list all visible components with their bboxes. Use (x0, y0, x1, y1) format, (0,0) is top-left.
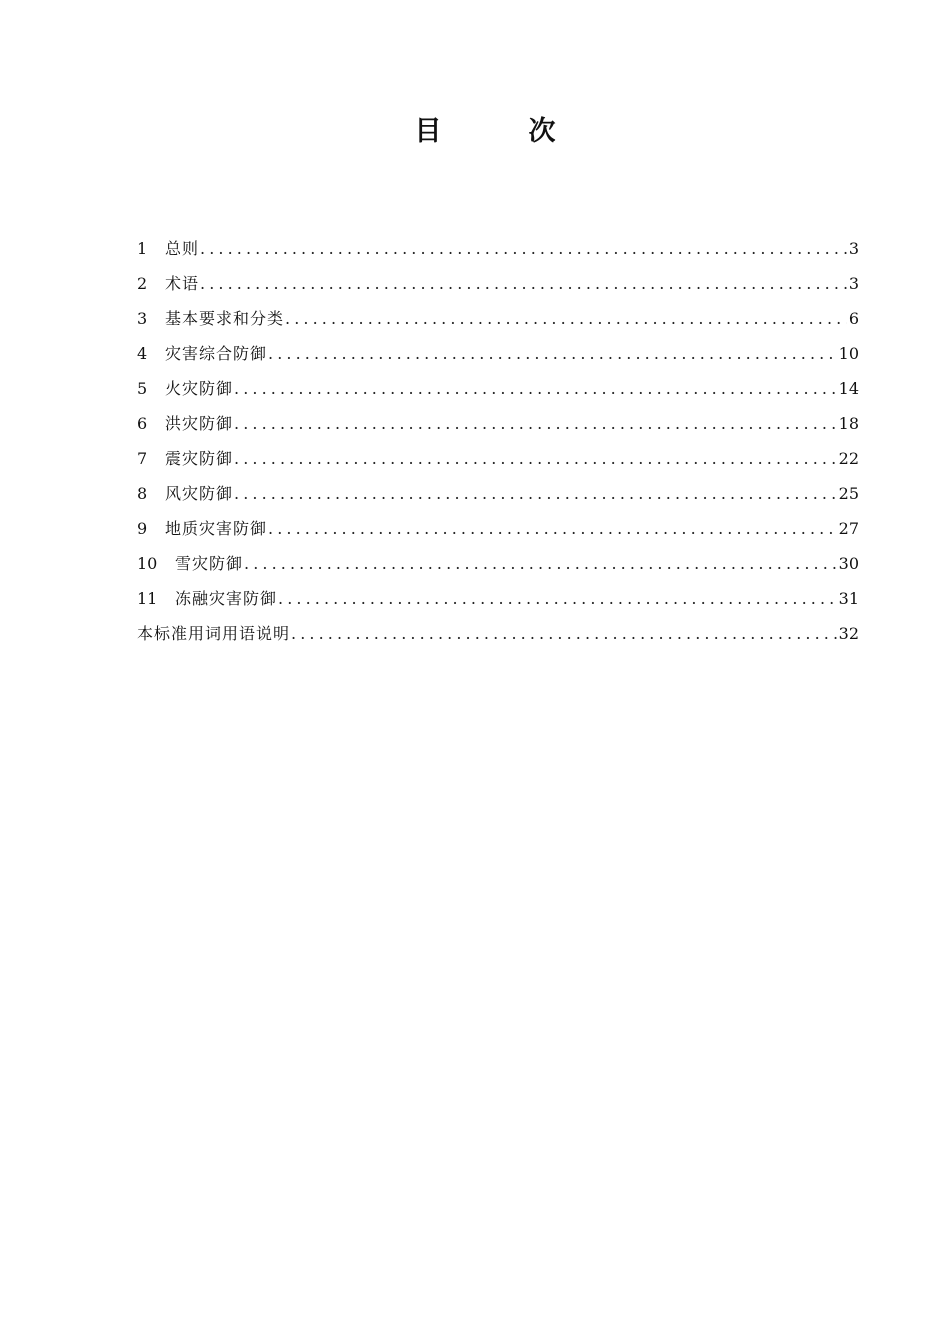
toc-entry-page: 22 (838, 449, 859, 468)
toc-entry[interactable] (137, 446, 859, 481)
toc-entry-page: 25 (838, 484, 859, 503)
toc-entry-page: 3 (848, 274, 859, 293)
toc-entry-number: 5 (137, 379, 148, 398)
toc-entry-number: 2 (137, 274, 148, 293)
table-of-contents (137, 236, 859, 656)
toc-dot-leader (200, 236, 847, 262)
toc-entry[interactable] (137, 516, 859, 551)
toc-dot-leader (234, 376, 837, 402)
toc-entry-number: 11 (137, 589, 158, 608)
toc-entry-page: 10 (838, 344, 859, 363)
toc-entry-title: 震灾防御 (165, 449, 234, 468)
toc-entry-number: 4 (137, 344, 148, 363)
toc-entry-page: 18 (838, 414, 859, 433)
page-title: 目 次 (414, 116, 586, 147)
toc-entry-page: 30 (838, 554, 859, 573)
toc-entry[interactable] (137, 236, 859, 271)
toc-entry-title: 术语 (165, 274, 200, 293)
toc-entry[interactable] (137, 481, 859, 516)
toc-entry[interactable] (137, 341, 859, 376)
toc-entry[interactable] (137, 586, 859, 621)
toc-entry[interactable] (137, 271, 859, 306)
toc-dot-leader (200, 271, 847, 297)
toc-entry-number: 6 (137, 414, 148, 433)
toc-dot-leader (291, 621, 837, 647)
toc-entry-number: 10 (137, 554, 158, 573)
toc-entry-page: 31 (838, 589, 859, 608)
toc-entry[interactable] (137, 621, 859, 656)
toc-entry[interactable] (137, 551, 859, 586)
toc-entry-number: 1 (137, 239, 148, 258)
toc-entry-title: 冻融灾害防御 (175, 589, 278, 608)
toc-entry-page: 27 (838, 519, 859, 538)
toc-dot-leader (234, 446, 837, 472)
toc-entry-title: 风灾防御 (165, 484, 234, 503)
toc-entry-number: 3 (137, 309, 148, 328)
toc-entry[interactable] (137, 376, 859, 411)
toc-entry-number: 7 (137, 449, 148, 468)
toc-entry-number: 8 (137, 484, 148, 503)
toc-entry-title: 地质灾害防御 (165, 519, 268, 538)
toc-entry-title: 基本要求和分类 (165, 309, 285, 328)
toc-entry-title: 灾害综合防御 (165, 344, 268, 363)
toc-entry-page: 14 (838, 379, 859, 398)
toc-dot-leader (278, 586, 837, 612)
toc-dot-leader (234, 411, 837, 437)
toc-entry[interactable] (137, 411, 859, 446)
toc-entry-title: 火灾防御 (165, 379, 234, 398)
toc-dot-leader (234, 481, 837, 507)
toc-entry-title: 雪灾防御 (175, 554, 244, 573)
toc-dot-leader (244, 551, 837, 577)
toc-entry-title: 总则 (165, 239, 200, 258)
toc-entry-page: 3 (848, 239, 859, 258)
toc-entry-title: 本标准用词用语说明 (137, 624, 291, 643)
toc-entry-page: 32 (838, 624, 859, 643)
toc-dot-leader (285, 306, 847, 332)
toc-dot-leader (268, 341, 837, 367)
toc-dot-leader (268, 516, 837, 542)
toc-entry-title: 洪灾防御 (165, 414, 234, 433)
toc-entry[interactable] (137, 306, 859, 341)
toc-entry-page: 6 (848, 309, 859, 328)
toc-entry-number: 9 (137, 519, 148, 538)
